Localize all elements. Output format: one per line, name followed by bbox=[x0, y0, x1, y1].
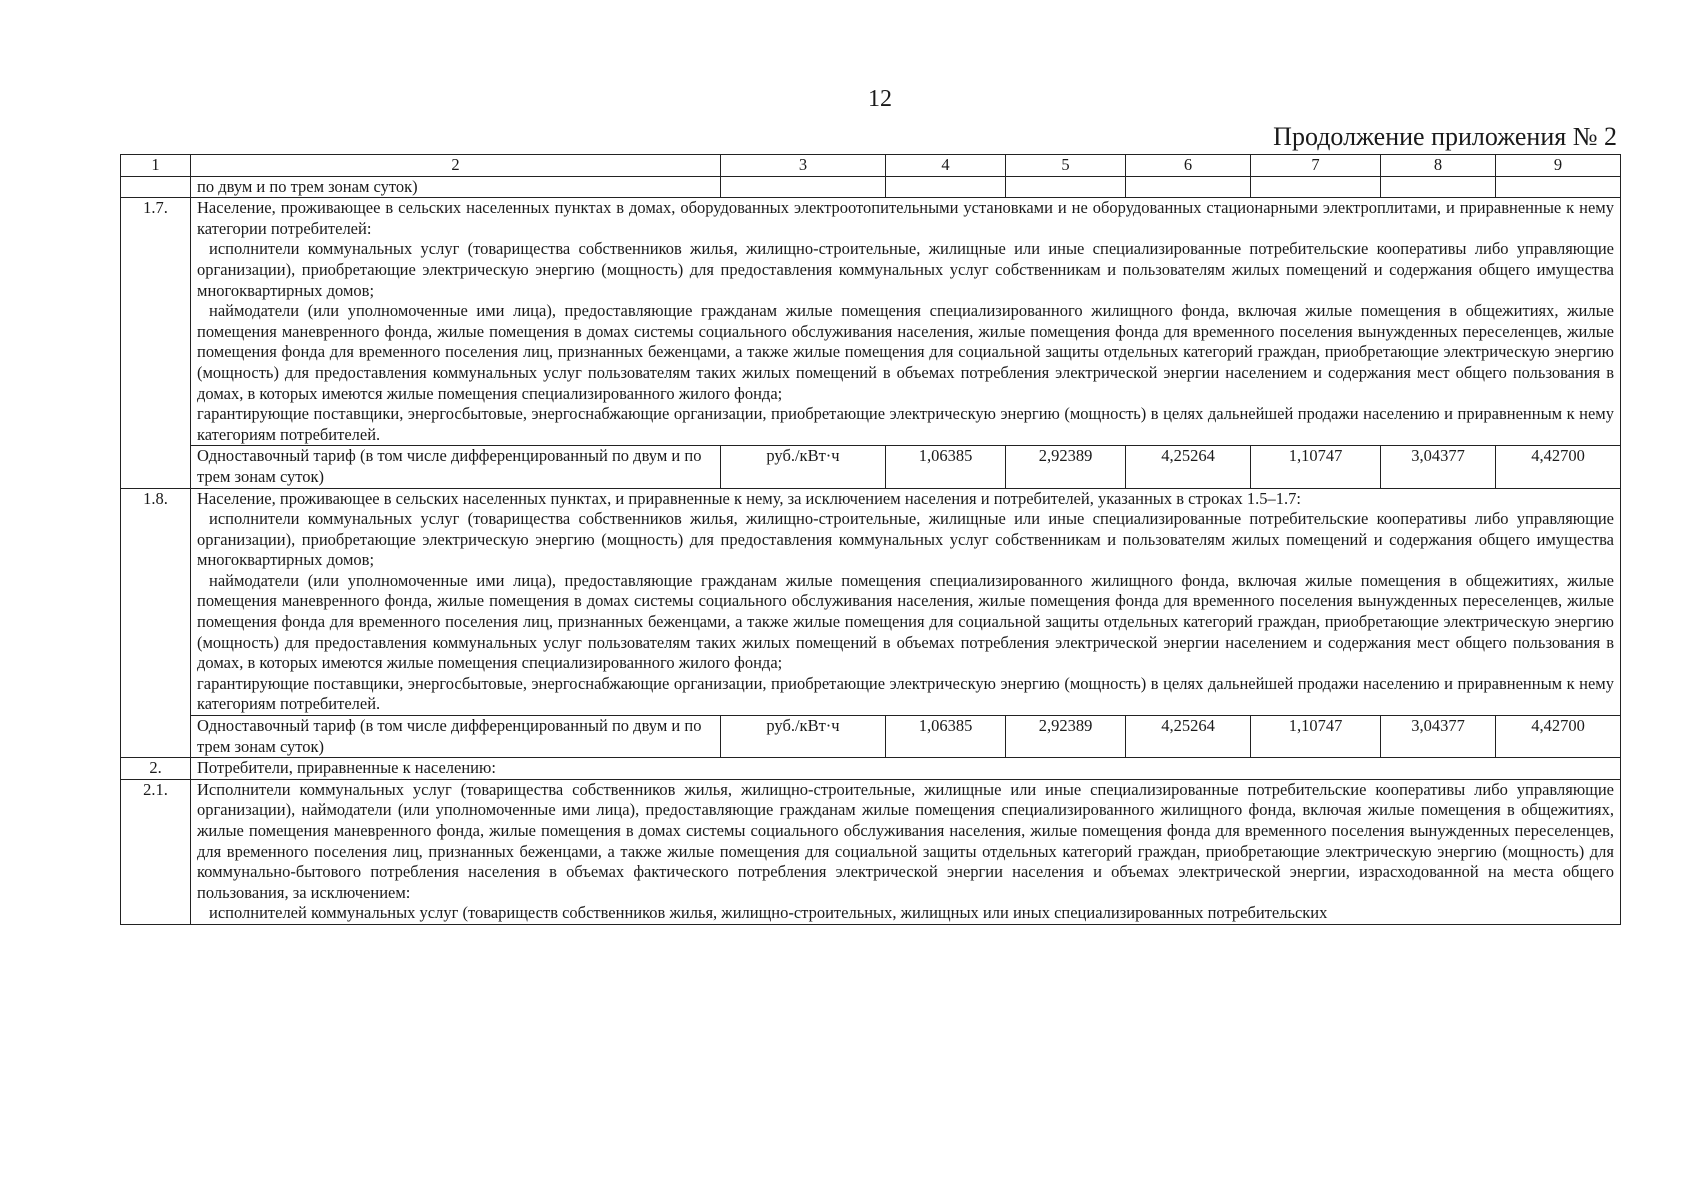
col-number-7: 7 bbox=[1251, 155, 1381, 177]
section-2-1-text: Исполнители коммунальных услуг (товарищества собственников жилья, жилищно-строительные, жилищные или иные специализированные потребительские кооперативы либо управляющие организации), наймодатели (или уполномоченные ими лица), предоставляющие гражданам жилые помещения специализированного жилищного фонда, включая жилые помещения в общежитиях, жилые помещения маневренного фонда, жилые помещения в домах системы социального обслуживания населения, жилые помещения фонда для временного поселения вынужденных переселенцев, для временного поселения лиц, признанных беженцами, а также жилые помещения для социальной защиты отдельных категорий граждан, приобретающие электрическую энергию (мощность) для коммунально-бытового потребления населения в объемах фактического потребления электрической энергии населения и объемах электрической энергии, израсходованной на места общего пользования, за исключением: bbox=[197, 779, 1614, 902]
row-number-2-1: 2.1. bbox=[121, 779, 191, 924]
col-number-2: 2 bbox=[191, 155, 721, 177]
col-number-1: 1 bbox=[121, 155, 191, 177]
section-1-8-para-2: наймодатели (или уполномоченные ими лица), предоставляющие гражданам жилые помещения специализированного жилищного фонда, включая жилые помещения в общежитиях, жилые помещения маневренного фонда, жилые помещения в домах системы социального обслуживания населения, жилые помещения фонда для временного поселения вынужденных переселенцев, жилые помещения фонда для временного поселения лиц, признанных беженцами, а также жилые помещения для социальной защиты отдельных категорий граждан, приобретающие электрическую энергию (мощность) для предоставления коммунальных услуг пользователям таких жилых помещений в объемах потребления электрической энергии населением и содержания мест общего пользования в домах, в которых имеются жилые помещения специализированного жилого фонда; bbox=[197, 570, 1614, 673]
section-1-8-description bbox=[191, 488, 1621, 716]
tariff-value-1-7-col4: 1,06385 bbox=[886, 446, 1006, 488]
section-1-8-intro: Население, проживающее в сельских населенных пунктах, и приравненные к нему, за исключением населения и потребителей, указанных в строках 1.5–1.7: bbox=[197, 488, 1301, 508]
tariff-label-1-8: Одноставочный тариф (в том числе дифференцированный по двум и по трем зонам суток) bbox=[191, 716, 721, 758]
tariff-value-1-7-col5: 2,92389 bbox=[1006, 446, 1126, 488]
tariff-value-1-8-col9: 4,42700 bbox=[1496, 716, 1621, 758]
tariff-value-1-8-col6: 4,25264 bbox=[1126, 716, 1251, 758]
row-2-1 bbox=[121, 779, 1621, 924]
col-number-9: 9 bbox=[1496, 155, 1621, 177]
row-1-7-description bbox=[121, 198, 1621, 446]
row-number-1-7: 1.7. bbox=[121, 198, 191, 488]
tariff-value-1-7-col8: 3,04377 bbox=[1381, 446, 1496, 488]
tariff-value-1-7-col7: 1,10747 bbox=[1251, 446, 1381, 488]
carry-over-text: по двум и по трем зонам суток) bbox=[191, 176, 721, 198]
column-number-row bbox=[121, 155, 1621, 177]
tariff-label-1-7: Одноставочный тариф (в том числе дифференцированный по двум и по трем зонам суток) bbox=[191, 446, 721, 488]
col-number-5: 5 bbox=[1006, 155, 1126, 177]
section-1-8-para-3: гарантирующие поставщики, энергосбытовые, энергоснабжающие организации, приобретающие электрическую энергию (мощность) в целях дальнейшей продажи населению и приравненным к нему категориям потребителей. bbox=[197, 673, 1614, 714]
row-1-8-tariff bbox=[121, 716, 1621, 758]
tariff-value-1-7-col6: 4,25264 bbox=[1126, 446, 1251, 488]
carry-over-row bbox=[121, 176, 1621, 198]
section-1-7-intro: Население, проживающее в сельских населенных пунктах в домах, оборудованных электроотопительными установками и не оборудованных стационарными электроплитами, и приравненные к нему категории потребителей: bbox=[197, 198, 1614, 238]
row-2 bbox=[121, 758, 1621, 780]
section-2-1-description bbox=[191, 779, 1621, 924]
section-1-7-para-2: наймодатели (или уполномоченные ими лица), предоставляющие гражданам жилые помещения специализированного жилищного фонда, включая жилые помещения в общежитиях, жилые помещения маневренного фонда, жилые помещения в домах системы социального обслуживания населения, жилые помещения фонда для временного поселения вынужденных переселенцев, жилые помещения фонда для временного поселения лиц, признанных беженцами, а также жилые помещения для социальной защиты отдельных категорий граждан, приобретающие электрическую энергию (мощность) для предоставления коммунальных услуг пользователям таких жилых помещений в объемах потребления электрической энергии населением и содержания мест общего пользования в домах, в которых имеются жилые помещения специализированного жилого фонда; bbox=[197, 301, 1614, 403]
row-number-2: 2. bbox=[121, 758, 191, 780]
col-number-8: 8 bbox=[1381, 155, 1496, 177]
row-1-8-description bbox=[121, 488, 1621, 716]
section-1-7-description bbox=[191, 198, 1621, 446]
appendix-caption: Продолжение приложения № 2 bbox=[1273, 122, 1617, 151]
section-1-7-para-3: гарантирующие поставщики, энергосбытовые, энергоснабжающие организации, приобретающие электрическую энергию (мощность) в целях дальнейшей продажи населению и приравненным к нему категориям потребителей. bbox=[197, 404, 1614, 444]
section-1-8-para-1: исполнители коммунальных услуг (товарищества собственников жилья, жилищно-строительные, жилищные или иные специализированные потребительские кооперативы либо управляющие организации), приобретающие электрическую энергию (мощность) для предоставления коммунальных услуг собственникам и пользователям жилых помещений и содержания общего имущества многоквартирных домов; bbox=[197, 509, 1614, 570]
section-2-1-continuation: исполнителей коммунальных услуг (товариществ собственников жилья, жилищно-строительных, жилищных или иных специализированных потребительских bbox=[209, 903, 1328, 923]
row-number-1-8: 1.8. bbox=[121, 488, 191, 758]
col-number-6: 6 bbox=[1126, 155, 1251, 177]
tariff-table bbox=[120, 154, 1621, 925]
section-1-7-para-1: исполнители коммунальных услуг (товарищества собственников жилья, жилищно-строительные, жилищные или иные специализированные потребительские кооперативы либо управляющие организации), приобретающие электрическую энергию (мощность) для предоставления коммунальных услуг собственникам и пользователям жилых помещений и содержания общего имущества многоквартирных домов; bbox=[197, 239, 1614, 300]
tariff-value-1-8-col8: 3,04377 bbox=[1381, 716, 1496, 758]
col-number-4: 4 bbox=[886, 155, 1006, 177]
tariff-unit-1-8: руб./кВт·ч bbox=[721, 716, 886, 758]
tariff-unit-1-7: руб./кВт·ч bbox=[721, 446, 886, 488]
page-number: 12 bbox=[868, 86, 892, 112]
col-number-3: 3 bbox=[721, 155, 886, 177]
row-1-7-tariff bbox=[121, 446, 1621, 488]
tariff-value-1-8-col7: 1,10747 bbox=[1251, 716, 1381, 758]
section-2-heading: Потребители, приравненные к населению: bbox=[191, 758, 1621, 780]
tariff-value-1-8-col5: 2,92389 bbox=[1006, 716, 1126, 758]
tariff-value-1-8-col4: 1,06385 bbox=[886, 716, 1006, 758]
tariff-value-1-7-col9: 4,42700 bbox=[1496, 446, 1621, 488]
